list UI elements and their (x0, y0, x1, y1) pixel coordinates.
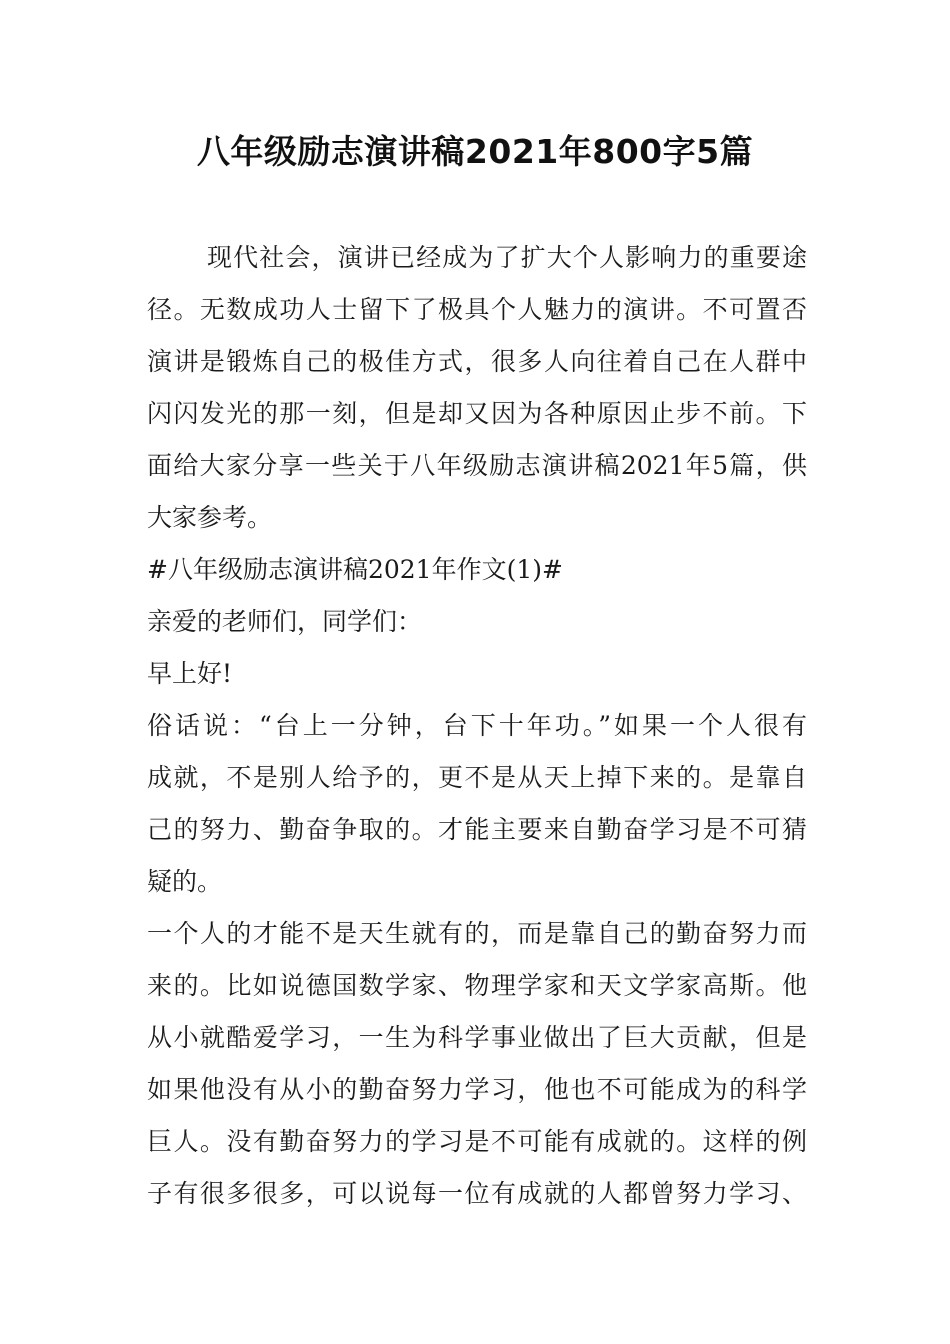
paragraph-line: 疑的。 (147, 867, 223, 896)
salutation: 亲爱的老师们，同学们： (147, 607, 423, 636)
paragraph-line: 从小就酷爱学习，一生为科学事业做出了巨大贡献，但是 (147, 1023, 807, 1052)
paragraph-line: 一个人的才能不是天生就有的，而是靠自己的勤奋努力而 (147, 919, 807, 948)
paragraph-line: 径。无数成功人士留下了极具个人魅力的演讲。不可置否 (147, 295, 807, 324)
paragraph-line: 来的。比如说德国数学家、物理学家和天文学家高斯。他 (147, 971, 807, 1000)
paragraph-line: 成就，不是别人给予的，更不是从天上掉下来的。是靠自 (147, 763, 807, 792)
document-title: 八年级励志演讲稿2021年800字5篇 (196, 132, 754, 171)
document-body (147, 232, 807, 1220)
paragraph-line: 面给大家分享一些关于八年级励志演讲稿2021年5篇，供 (147, 451, 807, 480)
paragraph-line: 大家参考。 (147, 503, 273, 532)
paragraph-line: 如果他没有从小的勤奋努力学习，他也不可能成为的科学 (147, 1075, 807, 1104)
paragraph-line: 俗话说：“台上一分钟，台下十年功。”如果一个人很有 (147, 711, 807, 740)
paragraph-line: 子有很多很多，可以说每一位有成就的人都曾努力学习、 (147, 1179, 807, 1208)
paragraph-line: 现代社会，演讲已经成为了扩大个人影响力的重要途 (207, 243, 807, 272)
paragraph-line: 闪闪发光的那一刻，但是却又因为各种原因止步不前。下 (147, 399, 807, 428)
greeting: 早上好! (147, 659, 233, 688)
section-heading: #八年级励志演讲稿2021年作文(1)# (147, 555, 563, 584)
paragraph-line: 己的努力、勤奋争取的。才能主要来自勤奋学习是不可猜 (147, 815, 807, 844)
paragraph-line: 巨人。没有勤奋努力的学习是不可能有成就的。这样的例 (147, 1127, 807, 1156)
paragraph-line: 演讲是锻炼自己的极佳方式，很多人向往着自己在人群中 (147, 347, 807, 376)
